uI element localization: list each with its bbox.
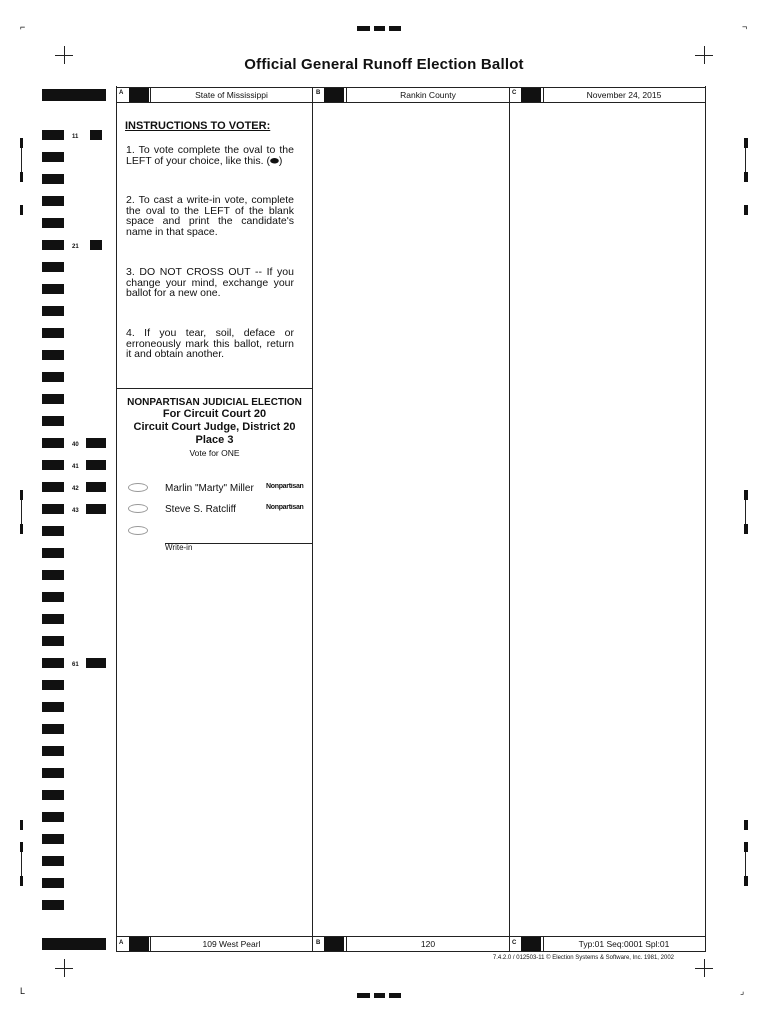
header-date: November 24, 2015 [586,90,662,100]
bottom-timing-gap [385,993,389,998]
header-col-a-letter: A [119,90,124,96]
candidate-oval-miller[interactable] [128,483,148,492]
header-col-b-letter: B [316,90,321,96]
instructions-heading: INSTRUCTIONS TO VOTER: [125,120,271,132]
top-timing-gap [370,26,374,31]
footer-col-b-mark [324,937,344,951]
header-county: Rankin County [400,90,456,100]
header-col-c-mark [521,88,541,102]
header-state: State of Mississippi [195,90,268,100]
bottom-timing-gap [370,993,374,998]
header-top-border [116,87,706,88]
contest-place: Place 3 [195,434,234,446]
footer-col-a-letter: A [119,940,124,946]
column-divider-ab [312,87,313,952]
timing-label-40: 40 [72,442,79,448]
instruction-1: 1. To vote complete the oval to the LEFT of your choice, like this. (⬬) [126,144,294,167]
bottom-timing-mark [357,993,401,998]
footer-bottom-border [116,951,706,952]
candidate-party-ratcliff: Nonpartisan [266,504,304,511]
footer-precinct: 120 [420,939,436,949]
corner-mark-bl: L [20,986,26,996]
instruction-2: 2. To cast a write-in vote, complete the oval to the LEFT of the blank space and print the candidate's name in that space. [126,194,294,238]
timing-label-11: 11 [72,134,79,140]
header-bottom-border [116,102,706,103]
header-col-c-letter: C [512,90,517,96]
instruction-4: 4. If you tear, soil, deface or erroneously mark this ballot, return it and obtain another. [126,327,294,360]
footer-address: 109 West Pearl [202,939,261,949]
ballot-title: Official General Runoff Election Ballot [244,56,524,73]
candidate-name-ratcliff: Steve S. Ratcliff [165,504,236,515]
top-timing-gap [385,26,389,31]
contest-office: Circuit Court Judge, District 20 [133,421,296,433]
contest-court: For Circuit Court 20 [162,408,267,420]
copyright-note: 7.4.2.0 / 012503-11 © Election Systems & Software, Inc. 1981, 2002 [492,955,674,961]
timing-label-42: 42 [72,486,79,492]
footer-col-a-mark [129,937,149,951]
corner-mark-tr: ¬ [742,22,748,32]
candidate-party-miller: Nonpartisan [266,483,304,490]
footer-type-seq: Typ:01 Seq:0001 Spl:01 [578,939,670,949]
timing-label-41: 41 [72,464,79,470]
top-timing-mark [357,26,401,31]
contest-vote-for: Vote for ONE [189,448,240,458]
timing-label-61: 61 [72,662,79,668]
footer-col-c-letter: C [512,940,517,946]
write-in-oval[interactable] [128,526,148,535]
write-in-label: Write-in [165,543,193,552]
candidate-name-miller: Marlin "Marty" Miller [165,483,254,494]
timing-label-21: 21 [72,244,79,250]
header-col-b-mark [324,88,344,102]
footer-top-border [116,936,706,937]
footer-col-c-mark [521,937,541,951]
timing-label-43: 43 [72,508,79,514]
contest-type: NONPARTISAN JUDICIAL ELECTION [127,397,302,408]
candidate-oval-ratcliff[interactable] [128,504,148,513]
header-col-a-mark [129,88,149,102]
footer-col-b-letter: B [316,940,321,946]
contest-divider [117,388,312,389]
corner-mark-tl: ⌐ [20,22,26,32]
column-divider-bc [509,87,510,952]
instruction-3: 3. DO NOT CROSS OUT -- If you change your mind, exchange your ballot for a new one. [126,266,294,299]
corner-mark-br: ⌟ [740,986,745,996]
